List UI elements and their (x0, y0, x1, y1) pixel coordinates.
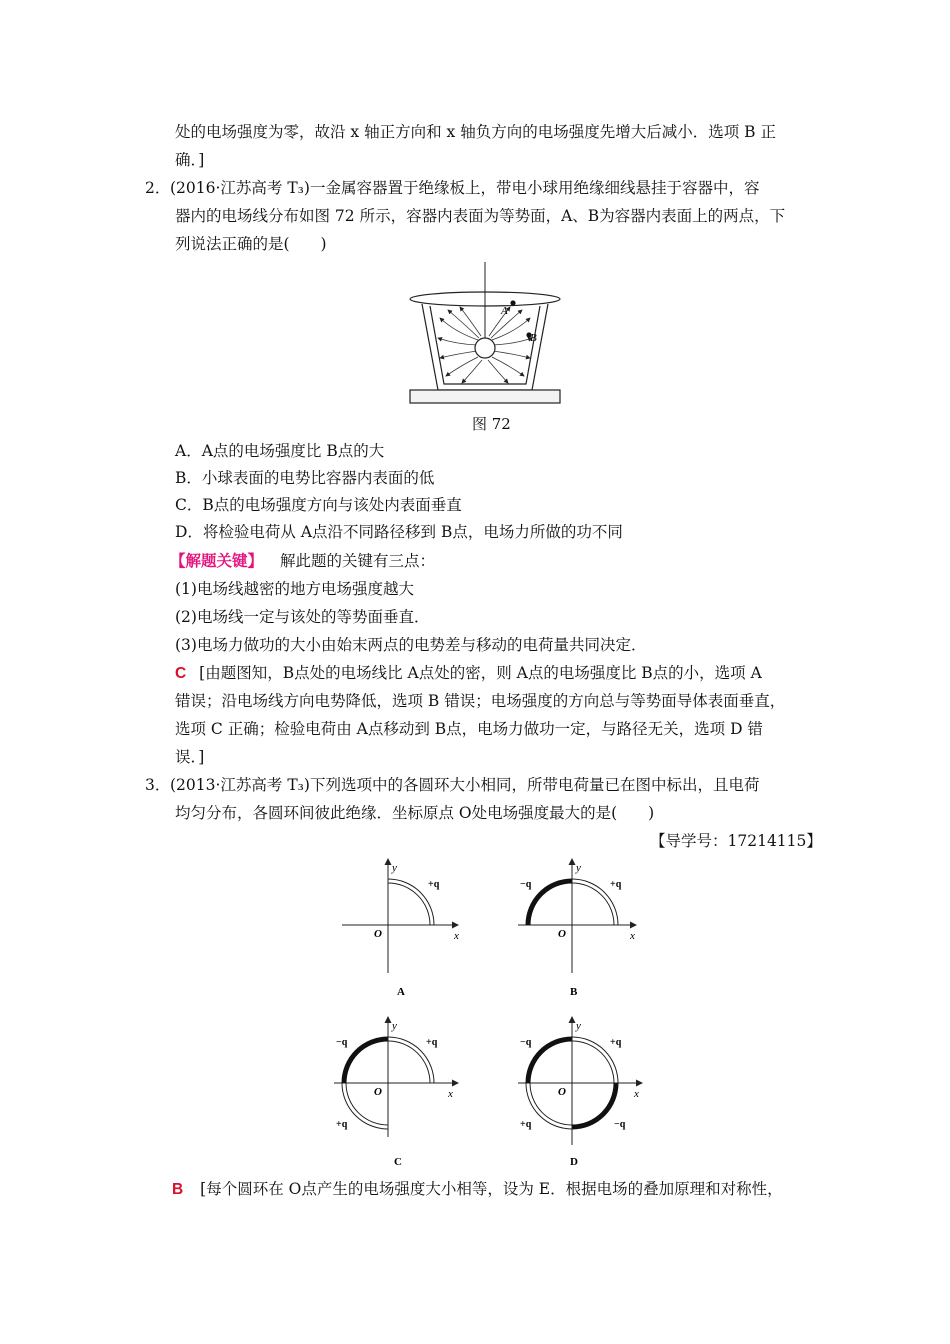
svg-text:−q: −q (520, 879, 532, 890)
svg-text:x: x (454, 930, 459, 942)
ring-panel-b (518, 859, 636, 998)
question-2-answer-letter: C (175, 665, 187, 682)
question-2-explanation-line-2: 错误；沿电场线方向电势降低，选项 B 错误；电场强度的方向总与等势面导体表面垂直， (175, 692, 786, 710)
svg-text:y: y (392, 1020, 397, 1032)
question-2-explanation-line-1: [由题图知，B点处的电场线比 A点处的密，则 A点的电场强度比 B点的小，选项 A (199, 664, 762, 682)
prev-answer-line-2: 确．] (175, 151, 205, 169)
question-2-line-3: 列说法正确的是( ) (175, 235, 327, 253)
question-2-line-1: (2016·江苏高考 T₃)一金属容器置于绝缘板上，带电小球用绝缘细线悬挂于容器中，容 (170, 179, 760, 197)
question-2-explanation-line-4: 误．] (175, 748, 205, 766)
guide-number: 【导学号：17214115】 (650, 832, 822, 850)
figure-72-container-diagram (400, 262, 570, 407)
svg-text:+q: +q (426, 1037, 438, 1048)
question-3-line-1: (2013·江苏高考 T₃)下列选项中的各圆环大小相同，所带电荷量已在图中标出，且电荷 (170, 776, 760, 794)
ring-panel-c (334, 1017, 458, 1168)
svg-text:+q: +q (520, 1119, 532, 1130)
question-2-explanation-line-3: 选项 C 正确；检验电荷由 A点移动到 B点，电场力做功一定，与路径无关，选项 D 错 (175, 720, 763, 738)
question-2-number: 2． (145, 179, 171, 197)
ring-caption-a: A (397, 986, 405, 998)
ring-caption-d: D (570, 1156, 578, 1168)
question-3-explanation-line-1: [每个圆环在 O点产生的电场强度大小相等，设为 E．根据电场的叠加原理和对称性， (200, 1180, 783, 1198)
ring-caption-b: B (570, 986, 578, 998)
svg-text:+q: +q (610, 879, 622, 890)
ring-panel-a (342, 859, 459, 998)
ring-caption-c: C (394, 1156, 402, 1168)
figure-point-b-label: B (530, 332, 537, 344)
question-2-option-a: A．A点的电场强度比 B点的大 (175, 442, 385, 460)
svg-text:+q: +q (610, 1037, 622, 1048)
svg-text:y: y (576, 1020, 581, 1032)
svg-text:−q: −q (336, 1037, 348, 1048)
question-2-option-c: C．B点的电场强度方向与该处内表面垂直 (175, 496, 462, 514)
svg-text:−q: −q (614, 1119, 626, 1130)
svg-text:+q: +q (428, 879, 440, 890)
ring-diagrams (330, 855, 650, 1175)
svg-text:+q: +q (336, 1119, 348, 1130)
key-point-1: (1)电场线越密的地方电场强度越大 (175, 580, 414, 598)
svg-text:y: y (392, 862, 397, 874)
svg-text:x: x (448, 1088, 453, 1100)
svg-text:O: O (558, 1086, 566, 1098)
svg-text:y: y (576, 862, 581, 874)
svg-text:O: O (374, 928, 382, 940)
key-point-3: (3)电场力做功的大小由始末两点的电势差与移动的电荷量共同决定． (175, 636, 647, 654)
question-2-line-2: 器内的电场线分布如图 72 所示，容器内表面为等势面，A、B为容器内表面上的两点，下 (175, 207, 786, 225)
svg-text:O: O (558, 928, 566, 940)
question-3-line-2: 均匀分布，各圆环间彼此绝缘．坐标原点 O处电场强度最大的是( ) (175, 804, 655, 822)
prev-answer-line-1: 处的电场强度为零，故沿 x 轴正方向和 x 轴负方向的电场强度先增大后减小．选项 B 正 (175, 123, 776, 141)
figure-point-a-label: A (501, 305, 508, 317)
question-2-option-b: B．小球表面的电势比容器内表面的低 (175, 469, 435, 487)
question-3-answer-letter: B (172, 1181, 184, 1198)
key-point-2: (2)电场线一定与该处的等势面垂直． (175, 608, 430, 626)
question-3-number: 3． (145, 776, 171, 794)
key-points-tag: 【解题关键】 (170, 551, 264, 570)
question-2-option-d: D．将检验电荷从 A点沿不同路径移到 B点，电场力所做的功不同 (175, 523, 623, 541)
svg-text:x: x (630, 930, 635, 942)
figure-72-caption: 图 72 (472, 415, 511, 433)
key-points-intro: 解此题的关键有三点： (279, 552, 435, 570)
svg-text:O: O (374, 1086, 382, 1098)
ring-panel-d (518, 1017, 642, 1168)
svg-text:−q: −q (520, 1037, 532, 1048)
svg-text:x: x (634, 1088, 639, 1100)
